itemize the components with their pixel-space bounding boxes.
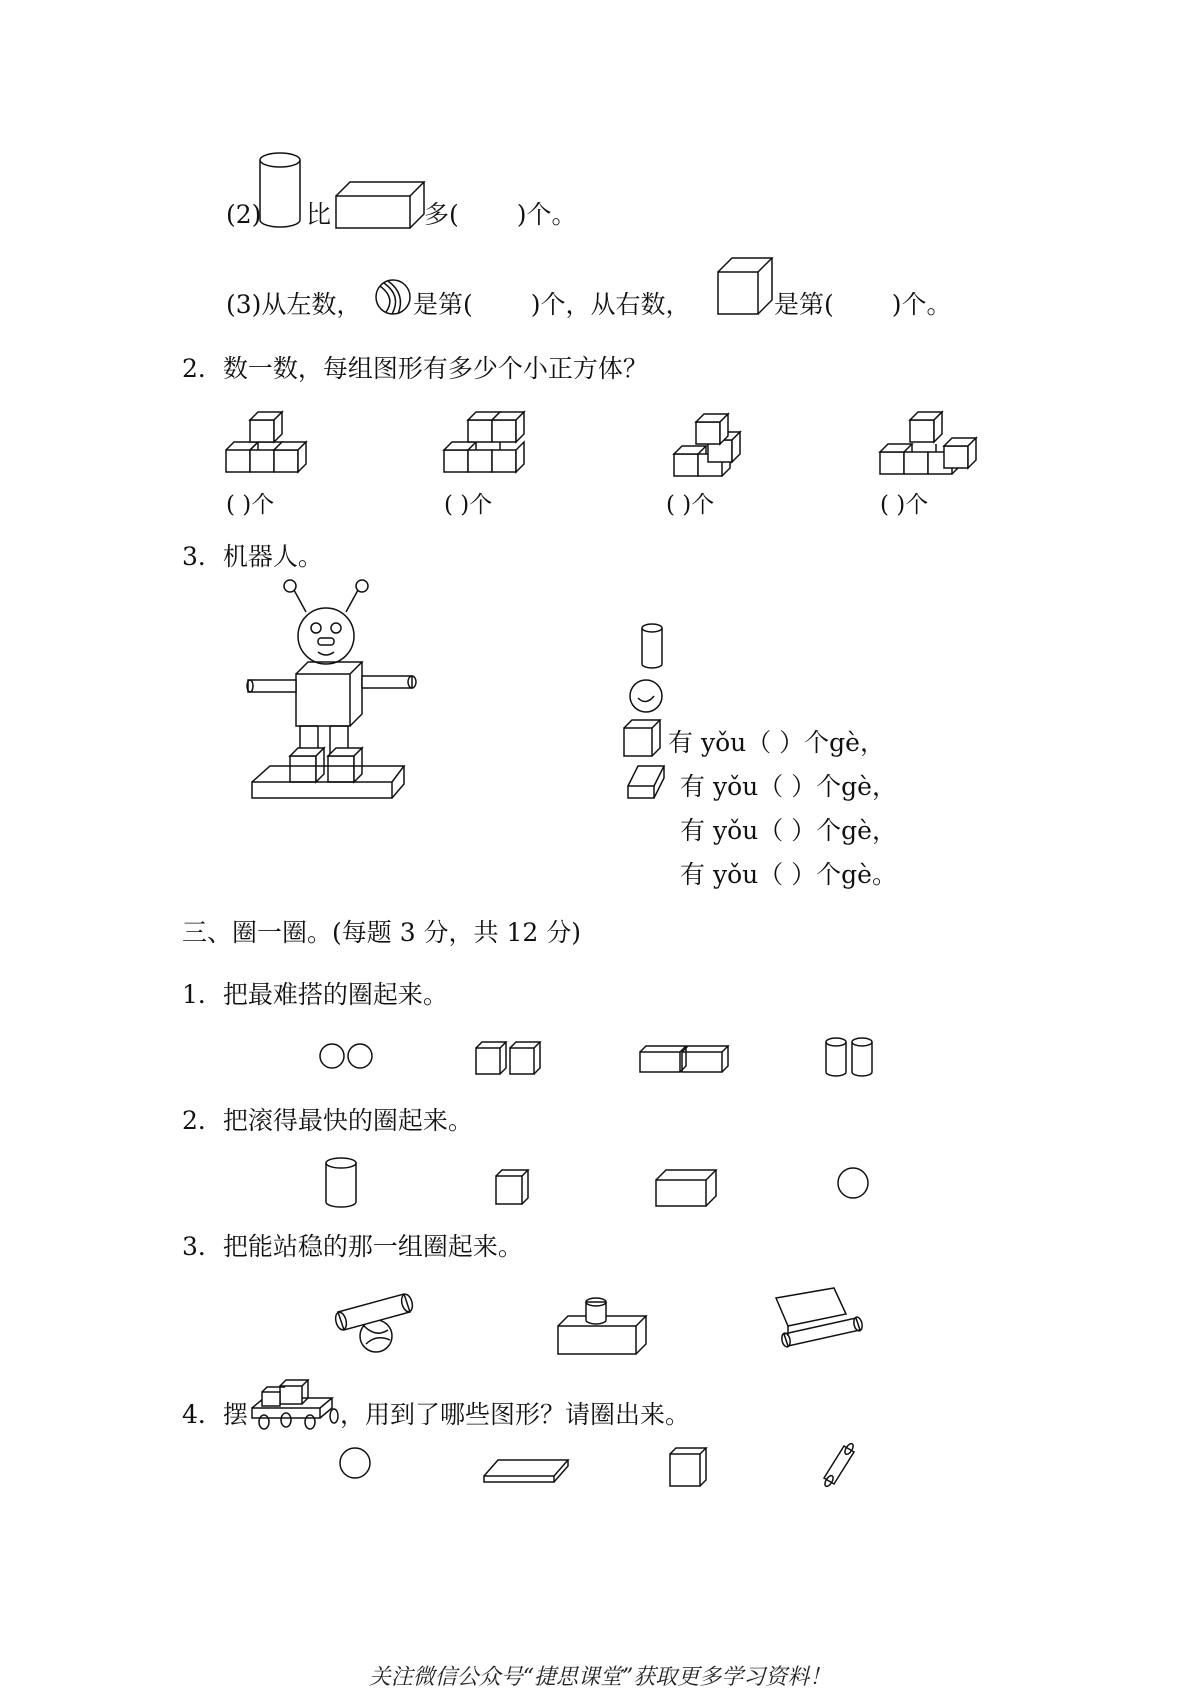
cuboid-icon — [334, 180, 426, 232]
cube-group-3-icon — [674, 412, 764, 478]
q1-3-ordinal-2: 是第( — [774, 290, 834, 319]
q1-3-tail — [774, 290, 952, 320]
cube-group-4-icon — [880, 410, 980, 476]
cube-group-2-icon — [444, 410, 534, 474]
part3-heading: 三、圈一圈。(每题 3 分，共 12 分) — [182, 918, 582, 947]
cylinder-on-cuboid-icon[interactable] — [556, 1296, 650, 1358]
q2-answer-4: ( )个 — [880, 492, 929, 518]
q1-3-mid — [413, 290, 691, 320]
q1-2-more: 多( — [424, 200, 459, 229]
two-spheres-icon[interactable] — [318, 1042, 378, 1072]
q1-3-ordinal-1: 是第( — [413, 290, 473, 319]
q1-3-prefix: (3)从左数， — [226, 290, 362, 319]
small-cylinder-icon — [640, 622, 668, 670]
q2-title: 2．数一数，每组图形有多少个小正方体？ — [182, 354, 648, 383]
q1-2-compare: 比 — [306, 200, 332, 229]
cylinder-on-ball-icon[interactable] — [334, 1290, 418, 1356]
p3-q1-title: 1．把最难搭的圈起来。 — [182, 980, 448, 1009]
cuboid-on-cylinder-icon[interactable] — [774, 1284, 866, 1350]
two-cubes-icon[interactable] — [474, 1040, 548, 1076]
p3-q4-suffix: ，用到了哪些图形？请圈出来。 — [340, 1400, 691, 1429]
robot-count-2: 有 yǒu（ ）个gè， — [680, 772, 897, 801]
q2-answer-2: ( )个 — [444, 492, 493, 518]
p3-q2-title: 2．把滚得最快的圈起来。 — [182, 1106, 473, 1135]
q1-2-tail — [424, 200, 577, 230]
cuboid-option-icon[interactable] — [654, 1168, 720, 1210]
sphere-option-icon[interactable] — [836, 1166, 876, 1206]
q4-cube-icon[interactable] — [668, 1446, 712, 1490]
ball-icon — [374, 278, 414, 318]
p3-q3-title: 3．把能站稳的那一组圈起来。 — [182, 1232, 523, 1261]
p3-q4-prefix: 4．摆 — [182, 1400, 248, 1429]
q1-2-prefix: (2) — [226, 200, 262, 229]
cylinder-icon — [258, 150, 306, 230]
cube-icon — [716, 256, 774, 318]
two-cylinders-icon[interactable] — [824, 1036, 880, 1078]
q1-3-suffix: )个。 — [891, 290, 952, 319]
small-cube-icon — [622, 718, 666, 760]
q2-answer-3: ( )个 — [666, 492, 715, 518]
footer-note: 关注微信公众号“捷思课堂”获取更多学习资料！ — [368, 1665, 832, 1690]
cube-group-1-icon — [226, 410, 316, 474]
robot-count-4: 有 yǒu（ ）个gè。 — [680, 860, 897, 889]
toy-car-icon — [250, 1370, 340, 1430]
robot-icon — [246, 576, 426, 806]
q1-2-line — [226, 200, 261, 230]
two-cuboids-icon[interactable] — [638, 1044, 734, 1074]
q4-flat-cuboid-icon[interactable] — [482, 1456, 572, 1486]
robot-count-1: 有 yǒu（ ）个gè， — [668, 728, 885, 757]
q4-sphere-icon[interactable] — [338, 1446, 378, 1486]
q1-2-suffix: )个。 — [516, 200, 577, 229]
q3-title: 3．机器人。 — [182, 542, 323, 571]
q2-answer-1: ( )个 — [226, 492, 275, 518]
q1-3-mid-text: )个，从右数， — [530, 290, 691, 319]
q4-cylinder-icon[interactable] — [820, 1440, 860, 1490]
cylinder-option-icon[interactable] — [324, 1156, 362, 1210]
small-sphere-icon — [628, 678, 668, 718]
robot-count-3: 有 yǒu（ ）个gè， — [680, 816, 897, 845]
small-cuboid-icon — [626, 762, 666, 804]
cube-option-icon[interactable] — [494, 1168, 534, 1208]
